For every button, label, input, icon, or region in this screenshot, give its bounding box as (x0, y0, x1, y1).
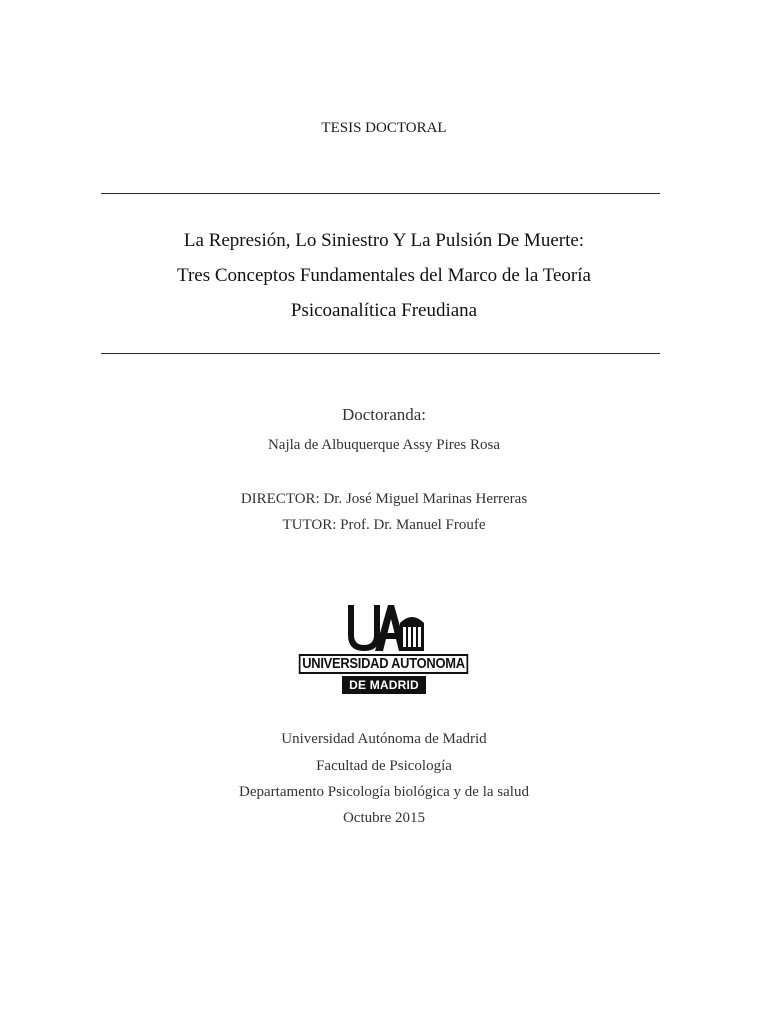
logo-university-name: UNIVERSIDAD AUTONOMA (299, 654, 468, 674)
department-name: Departamento Psicología biológica y de la salud (239, 784, 529, 800)
candidate-label: Doctoranda: (341, 405, 427, 424)
title-line-3: Psicoanalítica Freudiana (290, 300, 478, 321)
title-line-1: La Represión, Lo Siniestro Y La Pulsión De Muerte: (183, 230, 585, 251)
logo-city: DE MADRID (342, 676, 426, 694)
document-type: TESIS DOCTORAL (321, 120, 447, 136)
university-logo (282, 601, 486, 699)
top-divider (101, 193, 660, 194)
director-line: DIRECTOR: Dr. José Miguel Marinas Herreras (240, 491, 528, 507)
uam-monogram-icon (342, 601, 426, 653)
tutor-line: TUTOR: Prof. Dr. Manuel Froufe (282, 517, 486, 533)
bottom-divider (101, 353, 660, 354)
title-line-2: Tres Conceptos Fundamentales del Marco de la Teoría (177, 265, 591, 286)
faculty-name: Facultad de Psicología (316, 758, 452, 774)
university-name: Universidad Autónoma de Madrid (281, 731, 487, 747)
date: Octubre 2015 (342, 810, 426, 826)
candidate-name: Najla de Albuquerque Assy Pires Rosa (267, 437, 501, 453)
